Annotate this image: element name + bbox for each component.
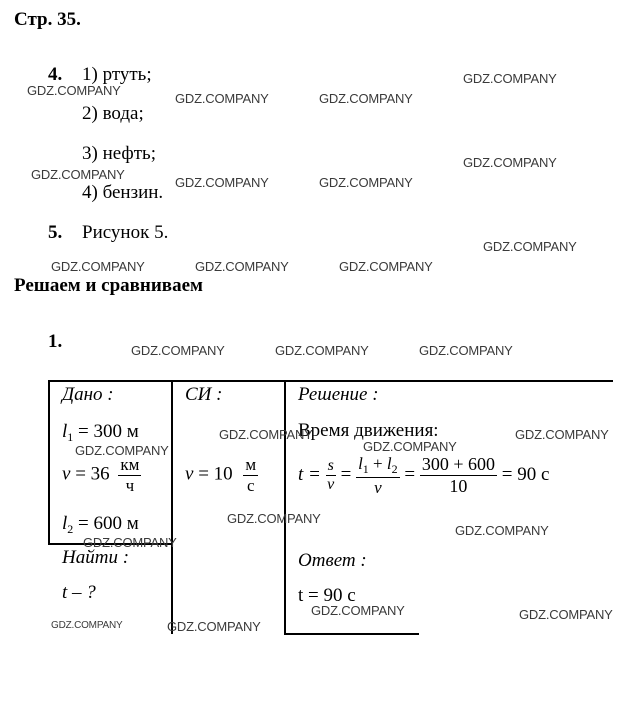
watermark: GDZ.COMPANY bbox=[175, 175, 269, 190]
solution-label: Решение : bbox=[298, 384, 379, 405]
si-v: v = 10 $\frac{м}{с}$ bbox=[185, 455, 257, 495]
watermark: GDZ.COMPANY bbox=[275, 343, 369, 358]
solution-text: Время движения: bbox=[298, 420, 439, 441]
watermark: GDZ.COMPANY bbox=[219, 427, 313, 442]
q4-item-3: 3) нефть; bbox=[82, 143, 156, 164]
table-divider-1 bbox=[171, 380, 173, 634]
watermark: GDZ.COMPANY bbox=[419, 343, 513, 358]
q4-item-4: 4) бензин. bbox=[82, 182, 164, 203]
watermark: GDZ.COMPANY bbox=[363, 439, 457, 454]
watermark: GDZ.COMPANY bbox=[51, 620, 123, 631]
find-label: Найти : bbox=[62, 547, 130, 568]
watermark: GDZ.COMPANY bbox=[455, 523, 549, 538]
table-left-border bbox=[48, 380, 50, 544]
q4-item-2: 2) вода; bbox=[82, 103, 144, 124]
watermark: GDZ.COMPANY bbox=[483, 239, 577, 254]
solution-formula: t = $\frac{s}{v}$ = $\frac{l_1 + l_2}{v}$ = $\frac{300 + 600}{10}$ = 90 с bbox=[298, 454, 550, 497]
q4-item-1: 1) ртуть; bbox=[82, 64, 152, 85]
watermark: GDZ.COMPANY bbox=[131, 343, 225, 358]
table-divider-2 bbox=[284, 380, 286, 634]
given-label: Дано : bbox=[62, 384, 114, 405]
watermark: GDZ.COMPANY bbox=[463, 155, 557, 170]
q5-text: Рисунок 5. bbox=[82, 222, 169, 243]
watermark: GDZ.COMPANY bbox=[519, 607, 613, 622]
watermark: GDZ.COMPANY bbox=[167, 619, 261, 634]
watermark: GDZ.COMPANY bbox=[195, 259, 289, 274]
watermark: GDZ.COMPANY bbox=[31, 167, 125, 182]
task1-number: 1. bbox=[48, 331, 63, 352]
answer-label: Ответ : bbox=[298, 550, 367, 571]
watermark: GDZ.COMPANY bbox=[463, 71, 557, 86]
given-l1: $l_1 = 300$ м bbox=[62, 421, 139, 444]
table-bottom-border bbox=[284, 633, 419, 635]
page-header: Стр. 35. bbox=[14, 9, 81, 30]
watermark: GDZ.COMPANY bbox=[83, 535, 177, 550]
watermark: GDZ.COMPANY bbox=[27, 83, 121, 98]
table-top-border bbox=[48, 380, 613, 382]
section-title: Решаем и сравниваем bbox=[14, 275, 203, 296]
find-value: t – ? bbox=[62, 582, 96, 603]
watermark: GDZ.COMPANY bbox=[311, 603, 405, 618]
watermark: GDZ.COMPANY bbox=[515, 427, 609, 442]
answer-value: t = 90 с bbox=[298, 585, 356, 606]
watermark: GDZ.COMPANY bbox=[51, 259, 145, 274]
given-l2: $l_2 = 600$ м bbox=[62, 513, 139, 536]
q4-number: 4. bbox=[48, 64, 63, 85]
watermark: GDZ.COMPANY bbox=[175, 91, 269, 106]
watermark: GDZ.COMPANY bbox=[319, 175, 413, 190]
watermark: GDZ.COMPANY bbox=[339, 259, 433, 274]
q5-number: 5. bbox=[48, 222, 63, 243]
watermark: GDZ.COMPANY bbox=[75, 443, 169, 458]
watermark: GDZ.COMPANY bbox=[319, 91, 413, 106]
watermark: GDZ.COMPANY bbox=[227, 511, 321, 526]
si-label: СИ : bbox=[185, 384, 223, 405]
given-v: v = 36 $\frac{км}{ч}$ bbox=[62, 455, 140, 495]
